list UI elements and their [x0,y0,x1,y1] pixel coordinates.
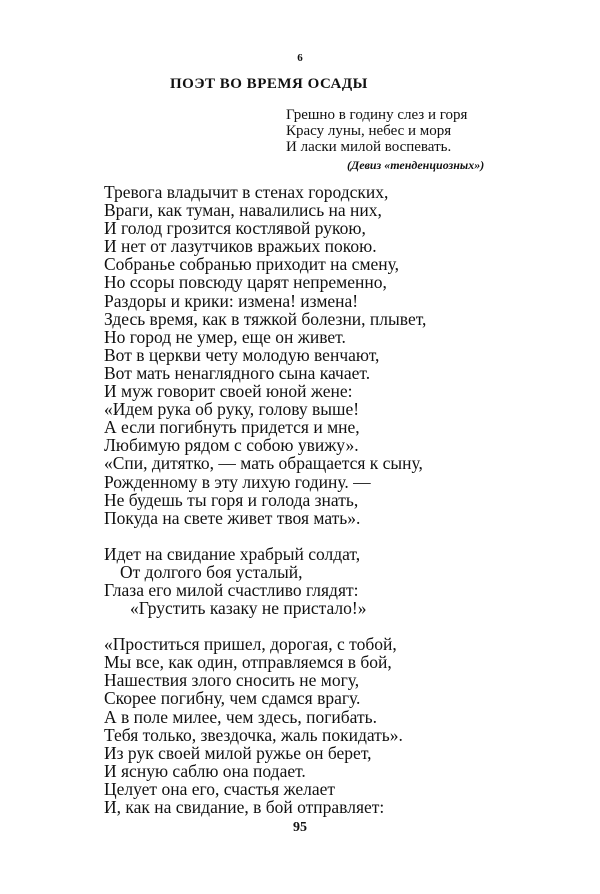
epigraph-line: Красу луны, небес и моря [286,123,452,139]
poem-line: И ясную саблю она подает. [104,760,306,781]
poem-line: Враги, как туман, навалились на них, [104,200,382,221]
poem-line: «Спи, дитятко, — мать обращается к сыну, [104,453,423,474]
poem-line: И муж говорит своей юной жене: [104,381,353,402]
page-number: 95 [293,820,307,835]
poem-line: Не будешь ты горя и голода знать, [104,489,359,510]
poem-title: ПОЭТ ВО ВРЕМЯ ОСАДЫ [170,76,368,92]
poem-line: Мы все, как один, отправляемся в бой, [104,652,392,673]
poem-line: «Проститься пришел, дорогая, с тобой, [104,634,397,655]
epigraph-line: Грешно в годину слез и горя [286,107,468,123]
stanza-2 [104,545,524,617]
stanza-3 [104,635,524,816]
poem-line: Собранье собранью приходит на смену, [104,254,400,275]
poem-line: Тебя только, звездочка, жаль покидать». [104,724,403,745]
section-number: 6 [297,52,303,64]
poem-line: А если погибнуть придется и мне, [104,417,360,438]
poem-line: Но ссоры повсюду царят непременно, [104,272,387,293]
poem-line: И, как на свидание, в бой отправляет: [104,797,385,817]
stanza-1 [104,183,524,527]
poem-line: Нашествия злого сносить не могу, [104,670,360,691]
poem-line: Рожденному в эту лихую годину. — [104,471,371,492]
poem-line: Скорее погибну, чем сдамся врагу. [104,688,361,709]
poem-line: Покуда на свете живет твоя мать». [104,507,361,528]
poem-line: «Идем рука об руку, голову выше! [104,399,360,420]
poem-line: Раздоры и крики: измена! измена! [104,290,359,311]
poem-line: Вот мать ненаглядного сына качает. [104,362,371,383]
poem-line: Целует она его, счастья желает [104,778,336,799]
poem-line: Но город не умер, еще он живет. [104,326,346,347]
poem-body [104,183,524,816]
poem-line: Вот в церкви чету молодую венчают, [104,344,380,365]
poem-line: Идет на свидание храбрый солдат, [104,543,361,564]
poem-line: И голод грозится костлявой рукою, [104,218,366,239]
poem-line: И нет от лазутчиков вражьих покою. [104,236,377,257]
poem-line: Тревога владычит в стенах городских, [104,182,389,202]
poem-line: Из рук своей милой ружье он берет, [104,742,372,763]
epigraph [286,107,526,155]
epigraph-line: И ласки милой воспевать. [286,139,452,155]
poem-line: «Грустить казаку не пристало!» [130,598,367,619]
poem-line: Глаза его милой счастливо глядят: [104,579,359,600]
poem-line: От долгого боя усталый, [120,561,303,582]
poem-line: Здесь время, как в тяжкой болезни, плывет, [104,308,427,329]
poem-line: А в поле милее, чем здесь, погибать. [104,706,377,727]
poem-line: Любимую рядом с собою увижу». [104,435,359,456]
epigraph-source: (Девиз «тенденциозных») [347,158,485,172]
